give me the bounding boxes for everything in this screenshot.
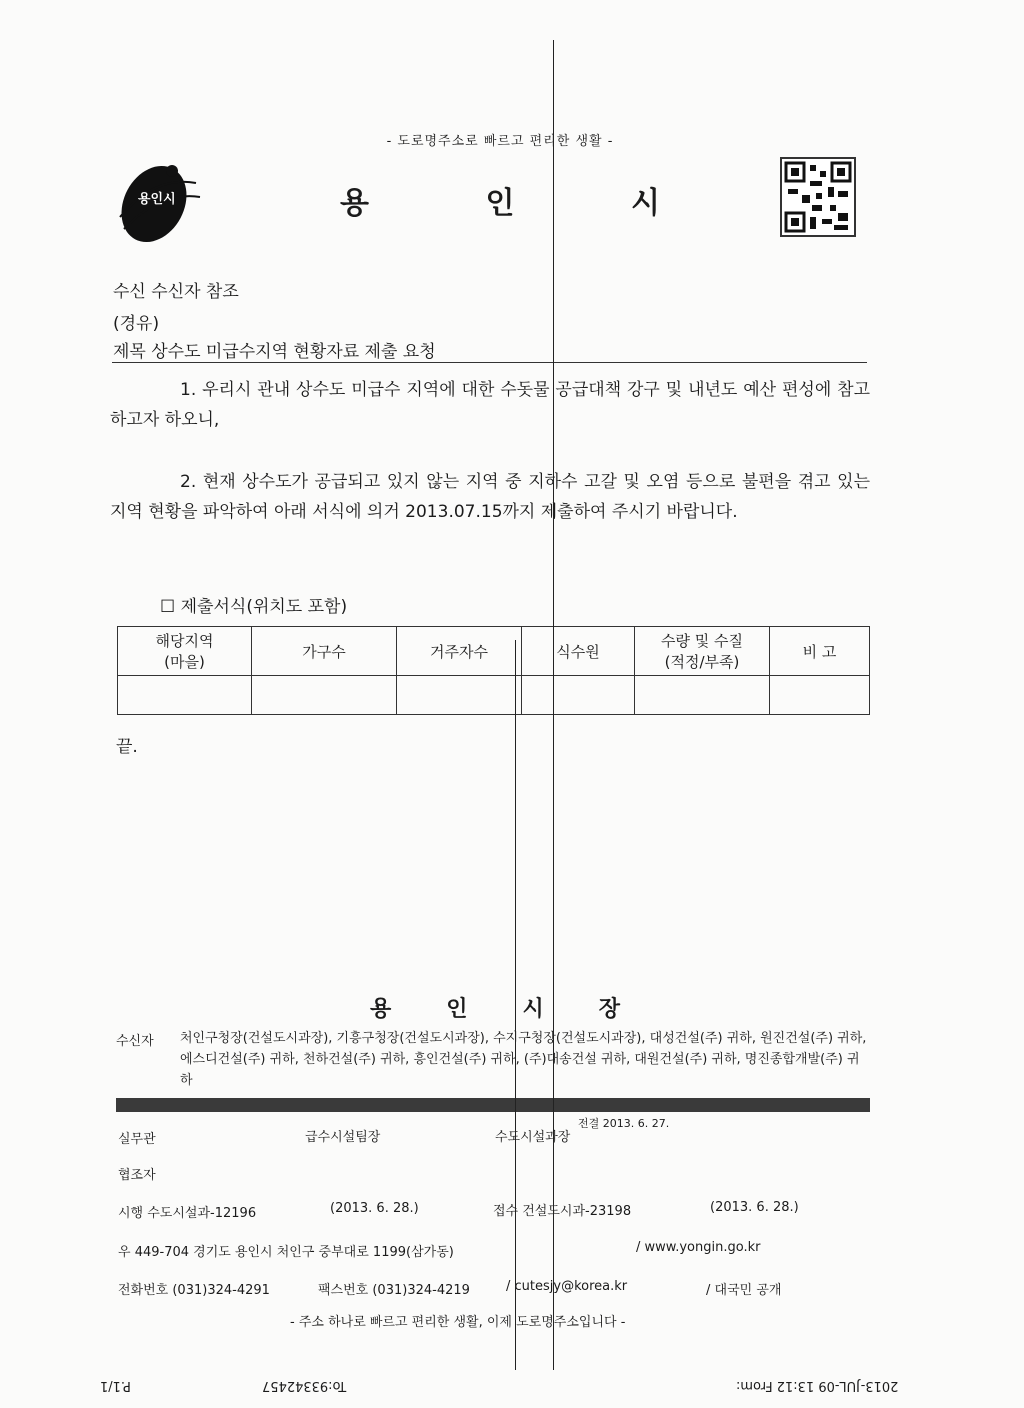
table-row	[118, 676, 870, 715]
fax-page-number: P.1/1	[100, 1378, 131, 1393]
qr-code-icon	[780, 157, 856, 237]
paragraph-2: 2. 현재 상수도가 공급되고 있지 않는 지역 중 지하수 고갈 및 오염 등으로 불편을 겪고 있는 지역 현황을 파악하여 아래 서식에 의거 2013.07.15까지 제출하여 주시기 바랍니다.	[110, 472, 870, 522]
disclosure-status: / 대국민 공개	[706, 1283, 782, 1298]
table-cell-empty	[635, 676, 770, 715]
enforcement-date: (2013. 6. 28.)	[330, 1201, 419, 1216]
recipient-line: 수신 수신자 참조	[113, 282, 239, 302]
table-cell-empty	[252, 676, 397, 715]
scan-line	[553, 40, 554, 1370]
signer-char-3: 시	[522, 997, 544, 1022]
team-lead-label: 급수시설팀장	[305, 1130, 381, 1145]
signer-char-2: 인	[446, 997, 468, 1022]
title-char-3: 시	[631, 186, 660, 221]
logo-label: 용인시	[138, 192, 176, 207]
title-char-2: 인	[485, 186, 515, 221]
bottom-slogan: - 주소 하나로 빠르고 편리한 생활, 이제 도로명주소입니다 -	[290, 1315, 626, 1330]
form-title: ☐ 제출서식(위치도 포함)	[160, 597, 348, 617]
signer-char-1: 용	[370, 997, 392, 1022]
website-link: / www.yongin.go.kr	[636, 1240, 761, 1255]
table-header-quantity-quality: 수량 및 수질 (적정/부족)	[635, 627, 770, 676]
table-cell-empty	[397, 676, 522, 715]
fax-from-header: 2013-JUL-09 13:12 From:	[736, 1378, 899, 1393]
table-header-residents: 거주자수	[397, 627, 522, 676]
divider-band	[116, 1098, 870, 1112]
receipt-date: (2013. 6. 28.)	[710, 1200, 799, 1215]
end-mark: 끝.	[116, 737, 138, 757]
fax-to-number: To:93342457	[262, 1378, 347, 1393]
phone-number: 전화번호 (031)324-4291	[118, 1283, 270, 1298]
table-cell-empty	[522, 676, 635, 715]
paragraph-1: 1. 우리시 관내 상수도 미급수 지역에 대한 수돗물 공급대책 강구 및 내년도 예산 편성에 참고하고자 하오니,	[110, 380, 870, 430]
table-header-water-source: 식수원	[522, 627, 635, 676]
table-cell-empty	[118, 676, 252, 715]
recipients-list: 처인구청장(건설도시과장), 기흥구청장(건설도시과장), 수지구청장(건설도시과장), 대성건설(주) 귀하, 원진건설(주) 귀하, 에스디건설(주) 귀하, 천하건설(주) 귀하, 흥인건설(주) 귀하, (주)대송건설 귀하, 대원건설(주) 귀하, 명진종합개발(주) 귀하	[180, 1031, 867, 1088]
submission-form-table	[117, 626, 870, 715]
scan-line	[515, 640, 516, 1370]
via-line: (경유)	[113, 314, 160, 334]
header-slogan: - 도로명주소로 빠르고 편리한 생활 -	[386, 134, 614, 149]
table-header-households: 가구수	[252, 627, 397, 676]
subject-divider	[112, 362, 867, 363]
signer-char-4: 장	[598, 997, 620, 1022]
table-header-remarks: 비 고	[770, 627, 870, 676]
enforcement-number: 시행 수도시설과-12196	[118, 1206, 257, 1221]
postal-address: 우 449-704 경기도 용인시 처인구 중부대로 1199(삼가동)	[118, 1245, 454, 1260]
cooperator-label: 협조자	[118, 1168, 156, 1183]
subject-line: 제목 상수도 미급수지역 현황자료 제출 요청	[113, 342, 436, 362]
table-header-region: 해당지역 (마을)	[118, 627, 252, 676]
email-address: / cutesjy@korea.kr	[506, 1279, 628, 1294]
final-approval-date: 전결 2013. 6. 27.	[578, 1117, 670, 1130]
receipt-number: 접수 건설도시과-23198	[493, 1204, 632, 1219]
title-char-1: 용	[340, 186, 369, 221]
fax-number: 팩스번호 (031)324-4219	[318, 1283, 470, 1298]
section-chief-label: 수도시설과장	[495, 1130, 571, 1145]
city-emblem-logo	[110, 157, 202, 247]
recipients-label: 수신자	[116, 1034, 154, 1049]
officer-label: 실무관	[118, 1132, 156, 1147]
table-header-row	[118, 627, 870, 676]
table-cell-empty	[770, 676, 870, 715]
signer-title	[370, 992, 620, 1023]
organization-title	[340, 178, 660, 222]
